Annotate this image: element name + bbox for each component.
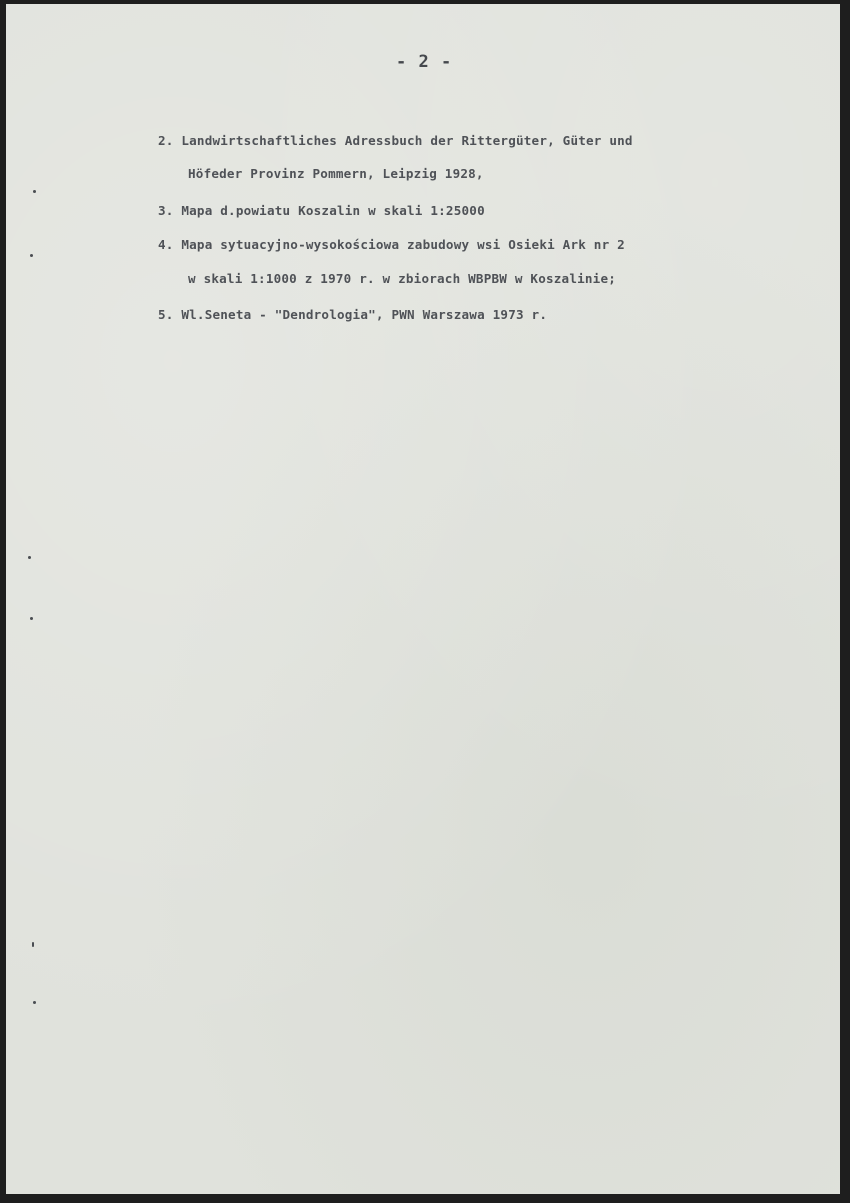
reference-item-4-continuation: w skali 1:1000 z 1970 r. w zbiorach WBPBW w Koszalinie; [188,271,617,286]
reference-item-2-continuation: Höfeder Provinz Pommern, Leipzig 1928, [188,166,484,181]
margin-mark [33,190,36,193]
margin-mark [30,617,33,620]
document-page [6,4,840,1194]
margin-mark [30,254,33,257]
reference-item-2: 2. Landwirtschaftliches Adressbuch der Rittergüter, Güter und [158,133,633,148]
page-number: - 2 - [396,52,453,72]
margin-mark [28,556,31,559]
reference-item-3: 3. Mapa d.powiatu Koszalin w skali 1:25000 [158,203,485,218]
margin-mark [33,1001,36,1004]
reference-item-4: 4. Mapa sytuacyjno-wysokościowa zabudowy wsi Osieki Ark nr 2 [158,237,625,252]
margin-mark [32,942,34,947]
reference-item-5: 5. Wl.Seneta - "Dendrologia", PWN Warszawa 1973 r. [158,307,548,322]
